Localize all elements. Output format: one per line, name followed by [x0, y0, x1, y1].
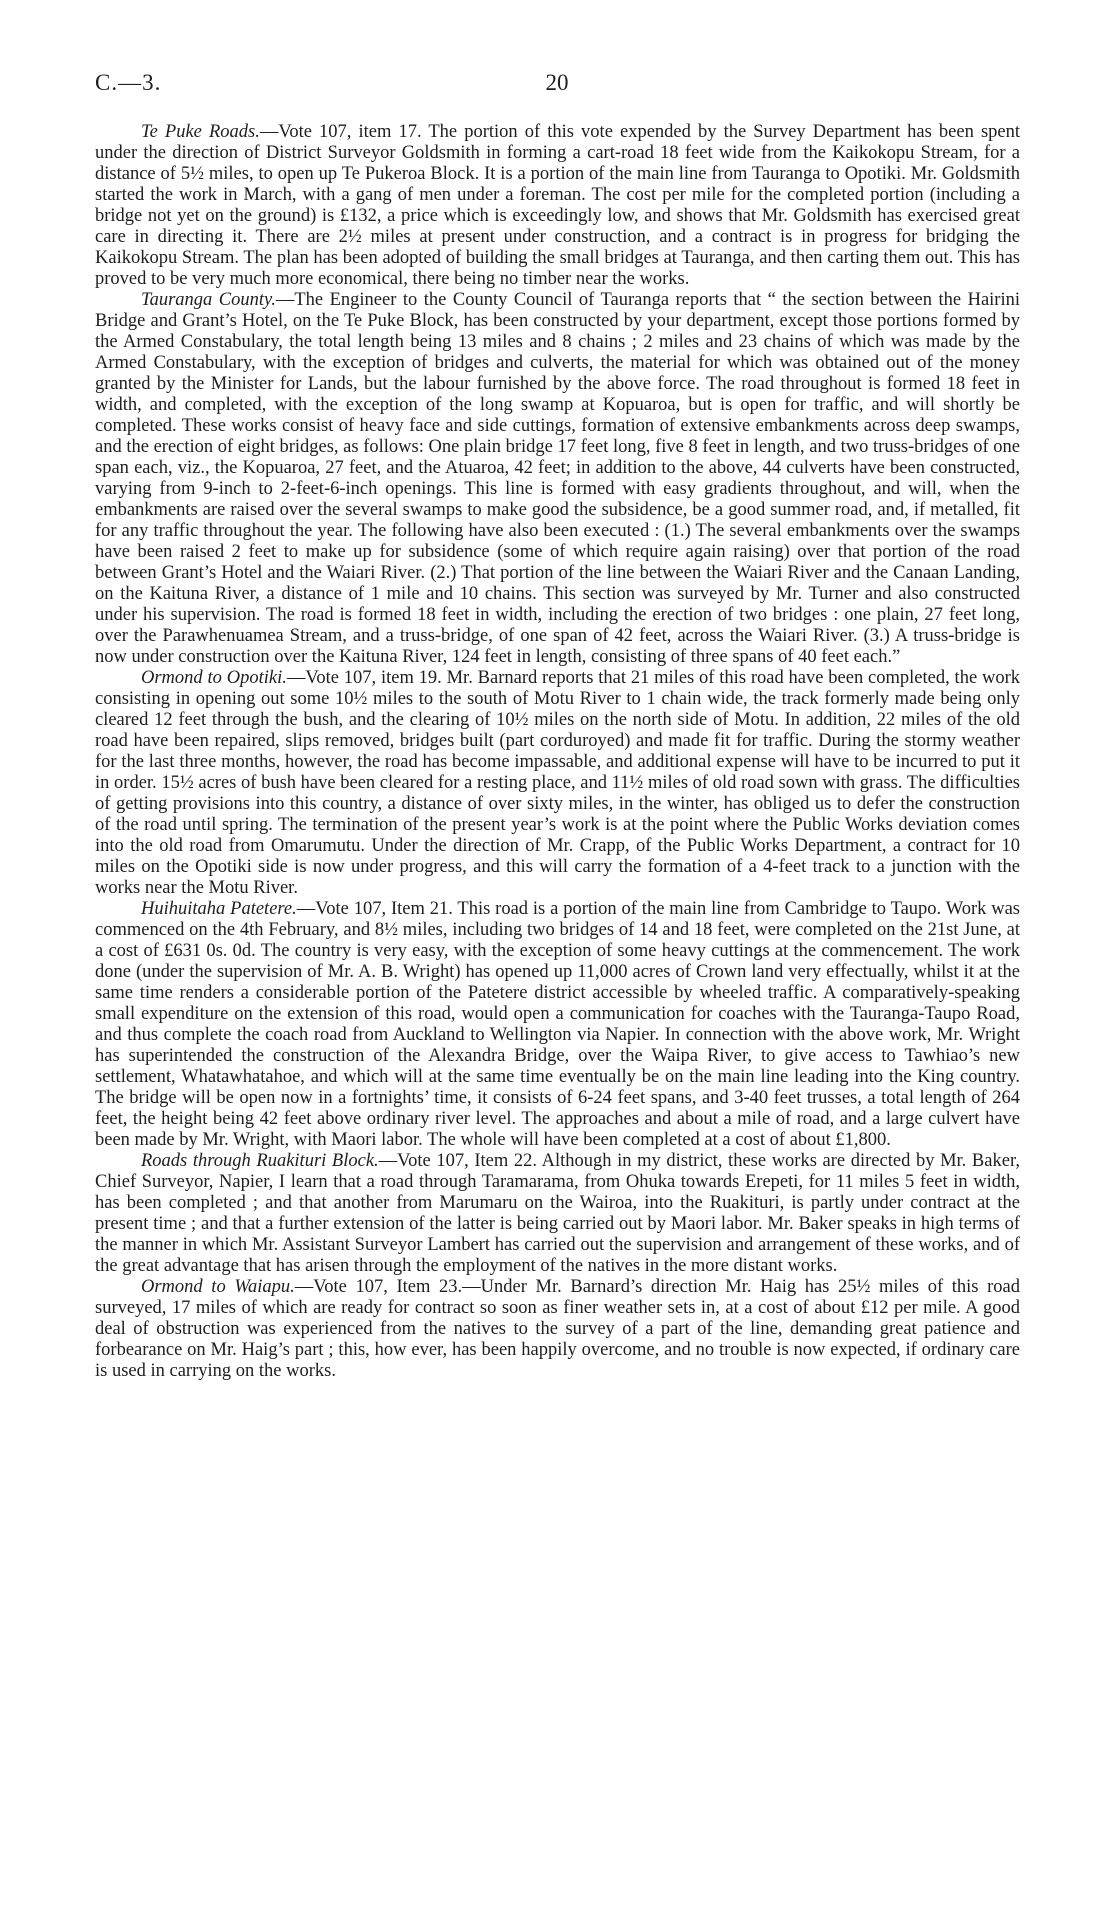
paragraph-heading: Tauranga County.: [141, 290, 276, 310]
paragraph-text: —Vote 107, item 19. Mr. Barnard reports that 21 miles of this road have been completed, the work consisting in opening out some 10½ miles to the south of Motu River to 1 chain wide, the track formerly made being only cleared 12 feet through the bush, and the clearing of 10½ miles on the north side of Motu. In addition, 22 miles of the old road have been repaired, slips removed, bridges built (part corduroyed) and made fit for traffic. During the stormy weather for the last three months, however, the road has become impassable, and additional expense will have to be incurred to put it in order. 15½ acres of bush have been cleared for a resting place, and 11½ miles of old road sown with grass. The difficulties of getting provisions into this country, a distance of over sixty miles, in the winter, has obliged us to defer the construction of the road until spring. The termination of the present year’s work is at the point where the Public Works deviation comes into the old road from Omarumutu. Under the direction of Mr. Crapp, of the Public Works Department, a contract for 10 miles on the Opotiki side is now under progress, and this will carry the formation of a 4-feet track to a junction with the works near the Motu River.: [95, 668, 1020, 898]
paragraph-huihuitaha-patetere: [95, 899, 1020, 1151]
paragraph-heading: Huihuitaha Patetere.: [141, 899, 297, 919]
document-body: [95, 122, 1020, 1382]
paragraph-tauranga-county: [95, 290, 1020, 668]
document-code: C.—3.: [95, 70, 162, 95]
paragraph-heading: Roads through Ruakituri Block.: [141, 1151, 379, 1171]
paragraph-heading: Te Puke Roads.: [141, 122, 260, 142]
paragraph-te-puke-roads: [95, 122, 1020, 290]
paragraph-ormond-to-waiapu: [95, 1277, 1020, 1382]
page-header: [95, 70, 1019, 106]
page-number: 20: [545, 70, 569, 95]
paragraph-text: —Vote 107, Item 21. This road is a portion of the main line from Cambridge to Taupo. Work was commenced on the 4th February, and 8½ miles, including two bridges of 14 and 18 feet, were completed on the 21st June, at a cost of £631 0s. 0d. The country is very easy, with the exception of some heavy cuttings at the commencement. The work done (under the supervision of Mr. A. B. Wright) has opened up 11,000 acres of Crown land very effectually, whilst it at the same time renders a considerable portion of the Patetere district accessible by wheeled traffic. A comparatively-speaking small expenditure on the extension of this road, would open a communication for coaches with the Tauranga-Taupo Road, and thus complete the coach road from Auckland to Wellington via Napier. In connection with the above work, Mr. Wright has superintended the construction of the Alexandra Bridge, over the Waipa River, to give access to Tawhiao’s new settlement, Whatawhatahoe, and which will at the same time eventually be on the main line leading into the King country. The bridge will be open now in a fortnights’ time, it consists of 6-24 feet spans, and 3-40 feet trusses, a total length of 264 feet, the height being 42 feet above ordinary river level. The approaches and about a mile of road, and a large culvert have been made by Mr. Wright, with Maori labor. The whole will have been completed at a cost of about £1,800.: [95, 899, 1021, 1150]
paragraph-heading: Ormond to Waiapu.: [141, 1277, 295, 1297]
paragraph-text: —Vote 107, Item 23.—Under Mr. Barnard’s direction Mr. Haig has 25½ miles of this road surveyed, 17 miles of which are ready for contract so soon as finer weather sets in, at a cost of about £12 per mile. A good deal of obstruction was experienced from the natives to the survey of a part of the line, demanding great patience and forbearance on Mr. Haig’s part ; this, how ever, has been happily overcome, and no trouble is now expected, if ordinary care is used in carrying on the works.: [95, 1277, 1020, 1381]
paragraph-roads-through-ruakituri: [95, 1151, 1020, 1277]
paragraph-heading: Ormond to Opotiki.: [141, 668, 287, 688]
paragraph-text: —Vote 107, Item 22. Although in my district, these works are directed by Mr. Baker, Chief Surveyor, Napier, I learn that a road through Taramarama, from Ohuka towards Erepeti, for 11 miles 5 feet in width, has been completed ; and that another from Marumaru on the Wairoa, into the Ruakituri, is partly under contract at the present time ; and that a further extension of the latter is being carried out by Maori labor. Mr. Baker speaks in high terms of the manner in which Mr. Assistant Surveyor Lambert has carried out the supervision and arrangement of these works, and of the great advantage that has arisen through the employment of the natives in the more distant works.: [95, 1151, 1020, 1276]
paragraph-text: —The Engineer to the County Council of Tauranga reports that “ the section between the Hairini Bridge and Grant’s Hotel, on the Te Puke Block, has been constructed by your department, except those portions formed by the Armed Constabulary, the total length being 13 miles and 8 chains ; 2 miles and 23 chains of which was made by the Armed Constabulary, with the exception of bridges and culverts, the material for which was obtained out of the money granted by the Minister for Lands, but the labour furnished by the above force. The road throughout is formed 18 feet in width, and completed, with the exception of the long swamp at Kopuaroa, but is open for traffic, and will shortly be completed. These works consist of heavy face and side cuttings, formation of extensive embankments across deep swamps, and the erection of eight bridges, as follows: One plain bridge 17 feet long, five 8 feet in length, and two truss-bridges of one span each, viz., the Kopuaroa, 27 feet, and the Atuaroa, 42 feet; in addition to the above, 44 culverts have been constructed, varying from 9-inch to 2-feet-6-inch openings. This line is formed with easy gradients throughout, and will, when the embankments are raised over the several swamps to make good the subsidence, be a good summer road, and, if metalled, fit for any traffic throughout the year. The following have also been executed : (1.) The several embankments over the swamps have been raised 2 feet to make up for subsidence (some of which require again raising) over that portion of the road between Grant’s Hotel and the Waiari River. (2.) That portion of the line between the Waiari River and the Canaan Landing, on the Kaituna River, a distance of 1 mile and 10 chains. This section was surveyed by Mr. Turner and also constructed under his supervision. The road is formed 18 feet in width, including the erection of two bridges : one plain, 27 feet long, over the Parawhenuamea Stream, and a truss-bridge, of one span of 42 feet, across the Waiari River. (3.) A truss-bridge is now under construction over the Kaituna River, 124 feet in length, consisting of three spans of 40 feet each.”: [95, 290, 1020, 667]
paragraph-text: —Vote 107, item 17. The portion of this vote expended by the Survey Department has been spent under the direction of District Surveyor Goldsmith in forming a cart-road 18 feet wide from the Kaikokopu Stream, for a distance of 5½ miles, to open up Te Pukeroa Block. It is a portion of the main line from Tauranga to Opotiki. Mr. Goldsmith started the work in March, with a gang of men under a foreman. The cost per mile for the completed portion (including a bridge not yet on the ground) is £132, a price which is exceedingly low, and shows that Mr. Goldsmith has exercised great care in directing it. There are 2½ miles at present under construction, and a contract is in progress for bridging the Kaikokopu Stream. The plan has been adopted of building the small bridges at Tauranga, and then carting them out. This has proved to be very much more economical, there being no timber near the works.: [95, 122, 1020, 289]
paragraph-ormond-to-opotiki: [95, 668, 1020, 899]
